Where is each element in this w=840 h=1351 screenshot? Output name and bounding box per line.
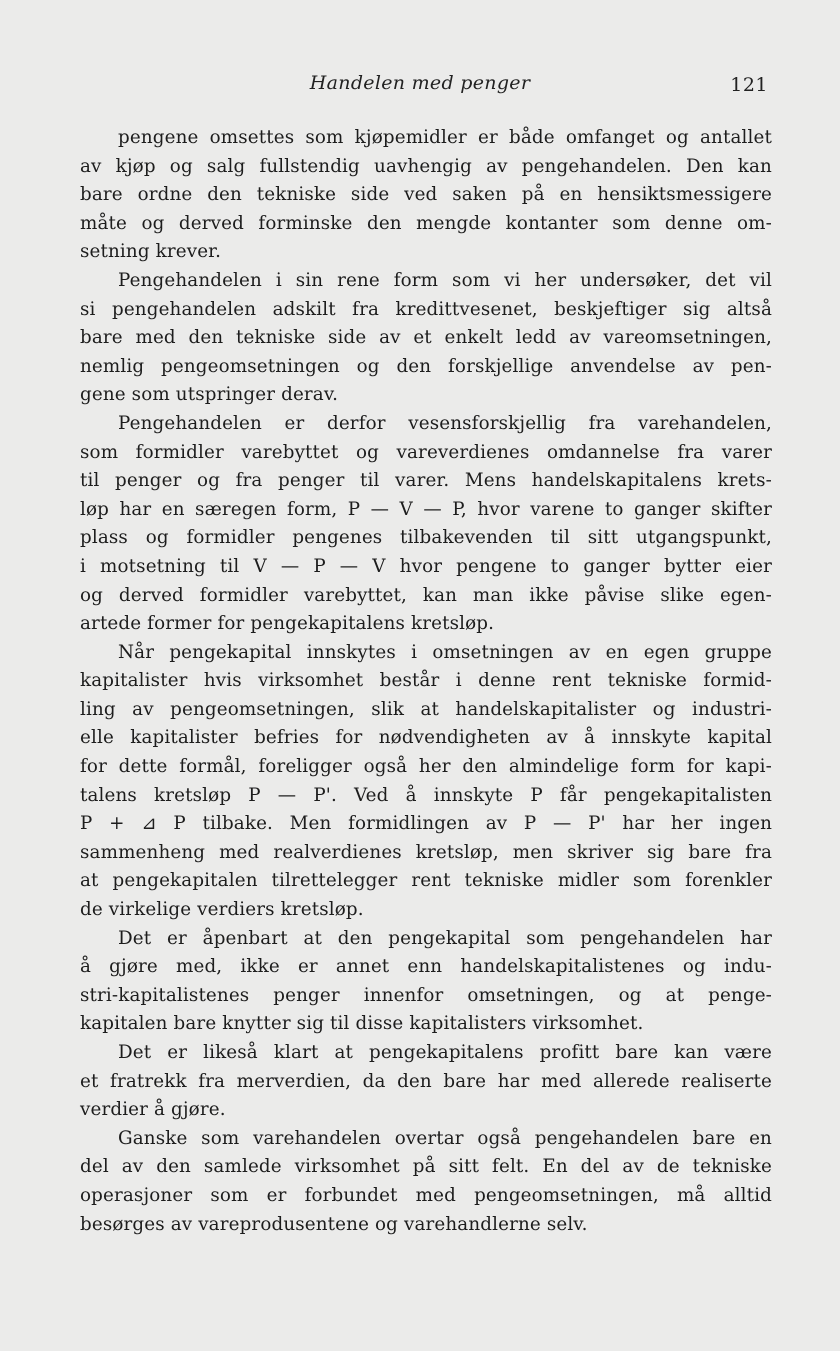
- body-text: [80, 124, 772, 1239]
- text-line: Pengehandelen er derfor vesensforskjellig fra varehandelen,: [118, 412, 772, 434]
- text-line: si pengehandelen adskilt fra kredittvesenet, beskjeftiger sig altså: [80, 298, 772, 320]
- text-line: Det er likeså klart at pengekapitalens profitt bare kan være: [118, 1042, 772, 1063]
- text-line: P + ⊿ P tilbake. Men formidlingen av P — P' har her ingen: [80, 813, 772, 835]
- text-line: artede former for pengekapitalens kretsløp.: [80, 613, 495, 635]
- text-line: kapitalister hvis virksomhet består i denne rent tekniske formid-: [80, 670, 772, 692]
- text-line: kapitalen bare knytter sig til disse kapitalisters virksomhet.: [80, 1013, 644, 1035]
- text-line: talens kretsløp P — P'. Ved å innskyte P får pengekapitalisten: [80, 784, 772, 806]
- text-line: elle kapitalister befries for nødvendigheten av å innskyte kapital: [80, 727, 772, 749]
- text-line: operasjoner som er forbundet med pengeomsetningen, må alltid: [80, 1184, 772, 1206]
- text-line: av kjøp og salg fullstendig uavhengig av pengehandelen. Den kan: [80, 155, 772, 177]
- text-line: å gjøre med, ikke er annet enn handelskapitalistenes og indu-: [80, 956, 772, 978]
- text-line: for dette formål, foreligger også her den almindelige form for kapi-: [80, 756, 772, 778]
- paragraph: [80, 925, 772, 1039]
- text-line: måte og derved forminske den mengde kontanter som denne om-: [80, 212, 772, 234]
- text-line: besørges av vareprodusentene og varehandlerne selv.: [80, 1213, 588, 1235]
- paragraph: [80, 1125, 772, 1239]
- text-line: verdier å gjøre.: [80, 1099, 226, 1121]
- paragraph: [80, 1039, 772, 1125]
- running-title: Handelen med penger: [309, 72, 531, 94]
- text-line: i motsetning til V — P — V hvor pengene to ganger bytter eier: [80, 555, 772, 577]
- text-line: et fratrekk fra merverdien, da den bare har med allerede realiserte: [80, 1070, 772, 1092]
- text-line: stri-kapitalistenes penger innenfor omsetningen, og at penge-: [80, 984, 772, 1006]
- text-line: ling av pengeomsetningen, slik at handelskapitalister og industri-: [80, 698, 772, 720]
- text-line: Det er åpenbart at den pengekapital som pengehandelen har: [118, 927, 772, 949]
- text-line: og derved formidler varebyttet, kan man ikke påvise slike egen-: [80, 584, 772, 606]
- text-line: løp har en særegen form, P — V — P, hvor varene to ganger skifter: [80, 498, 772, 520]
- text-line: som formidler varebyttet og vareverdienes omdannelse fra varer: [80, 441, 772, 463]
- text-line: bare med den tekniske side av et enkelt ledd av vareomsetningen,: [80, 327, 772, 349]
- text-line: plass og formidler pengenes tilbakevenden til sitt utgangspunkt,: [80, 527, 772, 549]
- text-line: del av den samlede virksomhet på sitt felt. En del av de tekniske: [80, 1156, 772, 1178]
- text-line: nemlig pengeomsetningen og den forskjellige anvendelse av pen-: [80, 355, 772, 377]
- text-line: de virkelige verdiers kretsløp.: [80, 899, 364, 921]
- paragraph: [80, 267, 772, 410]
- text-line: gene som utspringer derav.: [80, 384, 339, 406]
- paragraph: [80, 639, 772, 925]
- text-line: Ganske som varehandelen overtar også pengehandelen bare en: [118, 1127, 772, 1149]
- text-line: Pengehandelen i sin rene form som vi her undersøker, det vil: [118, 269, 772, 291]
- paragraph: [80, 124, 772, 267]
- text-line: bare ordne den tekniske side ved saken på en hensiktsmessigere: [80, 184, 772, 206]
- text-line: at pengekapitalen tilrettelegger rent tekniske midler som forenkler: [80, 870, 772, 892]
- text-line: setning krever.: [80, 241, 222, 263]
- paragraph: [80, 410, 772, 639]
- text-line: pengene omsettes som kjøpemidler er både omfanget og antallet: [118, 127, 772, 148]
- page-number: 121: [730, 74, 768, 96]
- text-line: Når pengekapital innskytes i omsetningen av en egen gruppe: [118, 641, 772, 663]
- text-line: sammenheng med realverdienes kretsløp, men skriver sig bare fra: [80, 841, 772, 863]
- text-line: til penger og fra penger til varer. Mens handelskapitalens krets-: [80, 470, 772, 492]
